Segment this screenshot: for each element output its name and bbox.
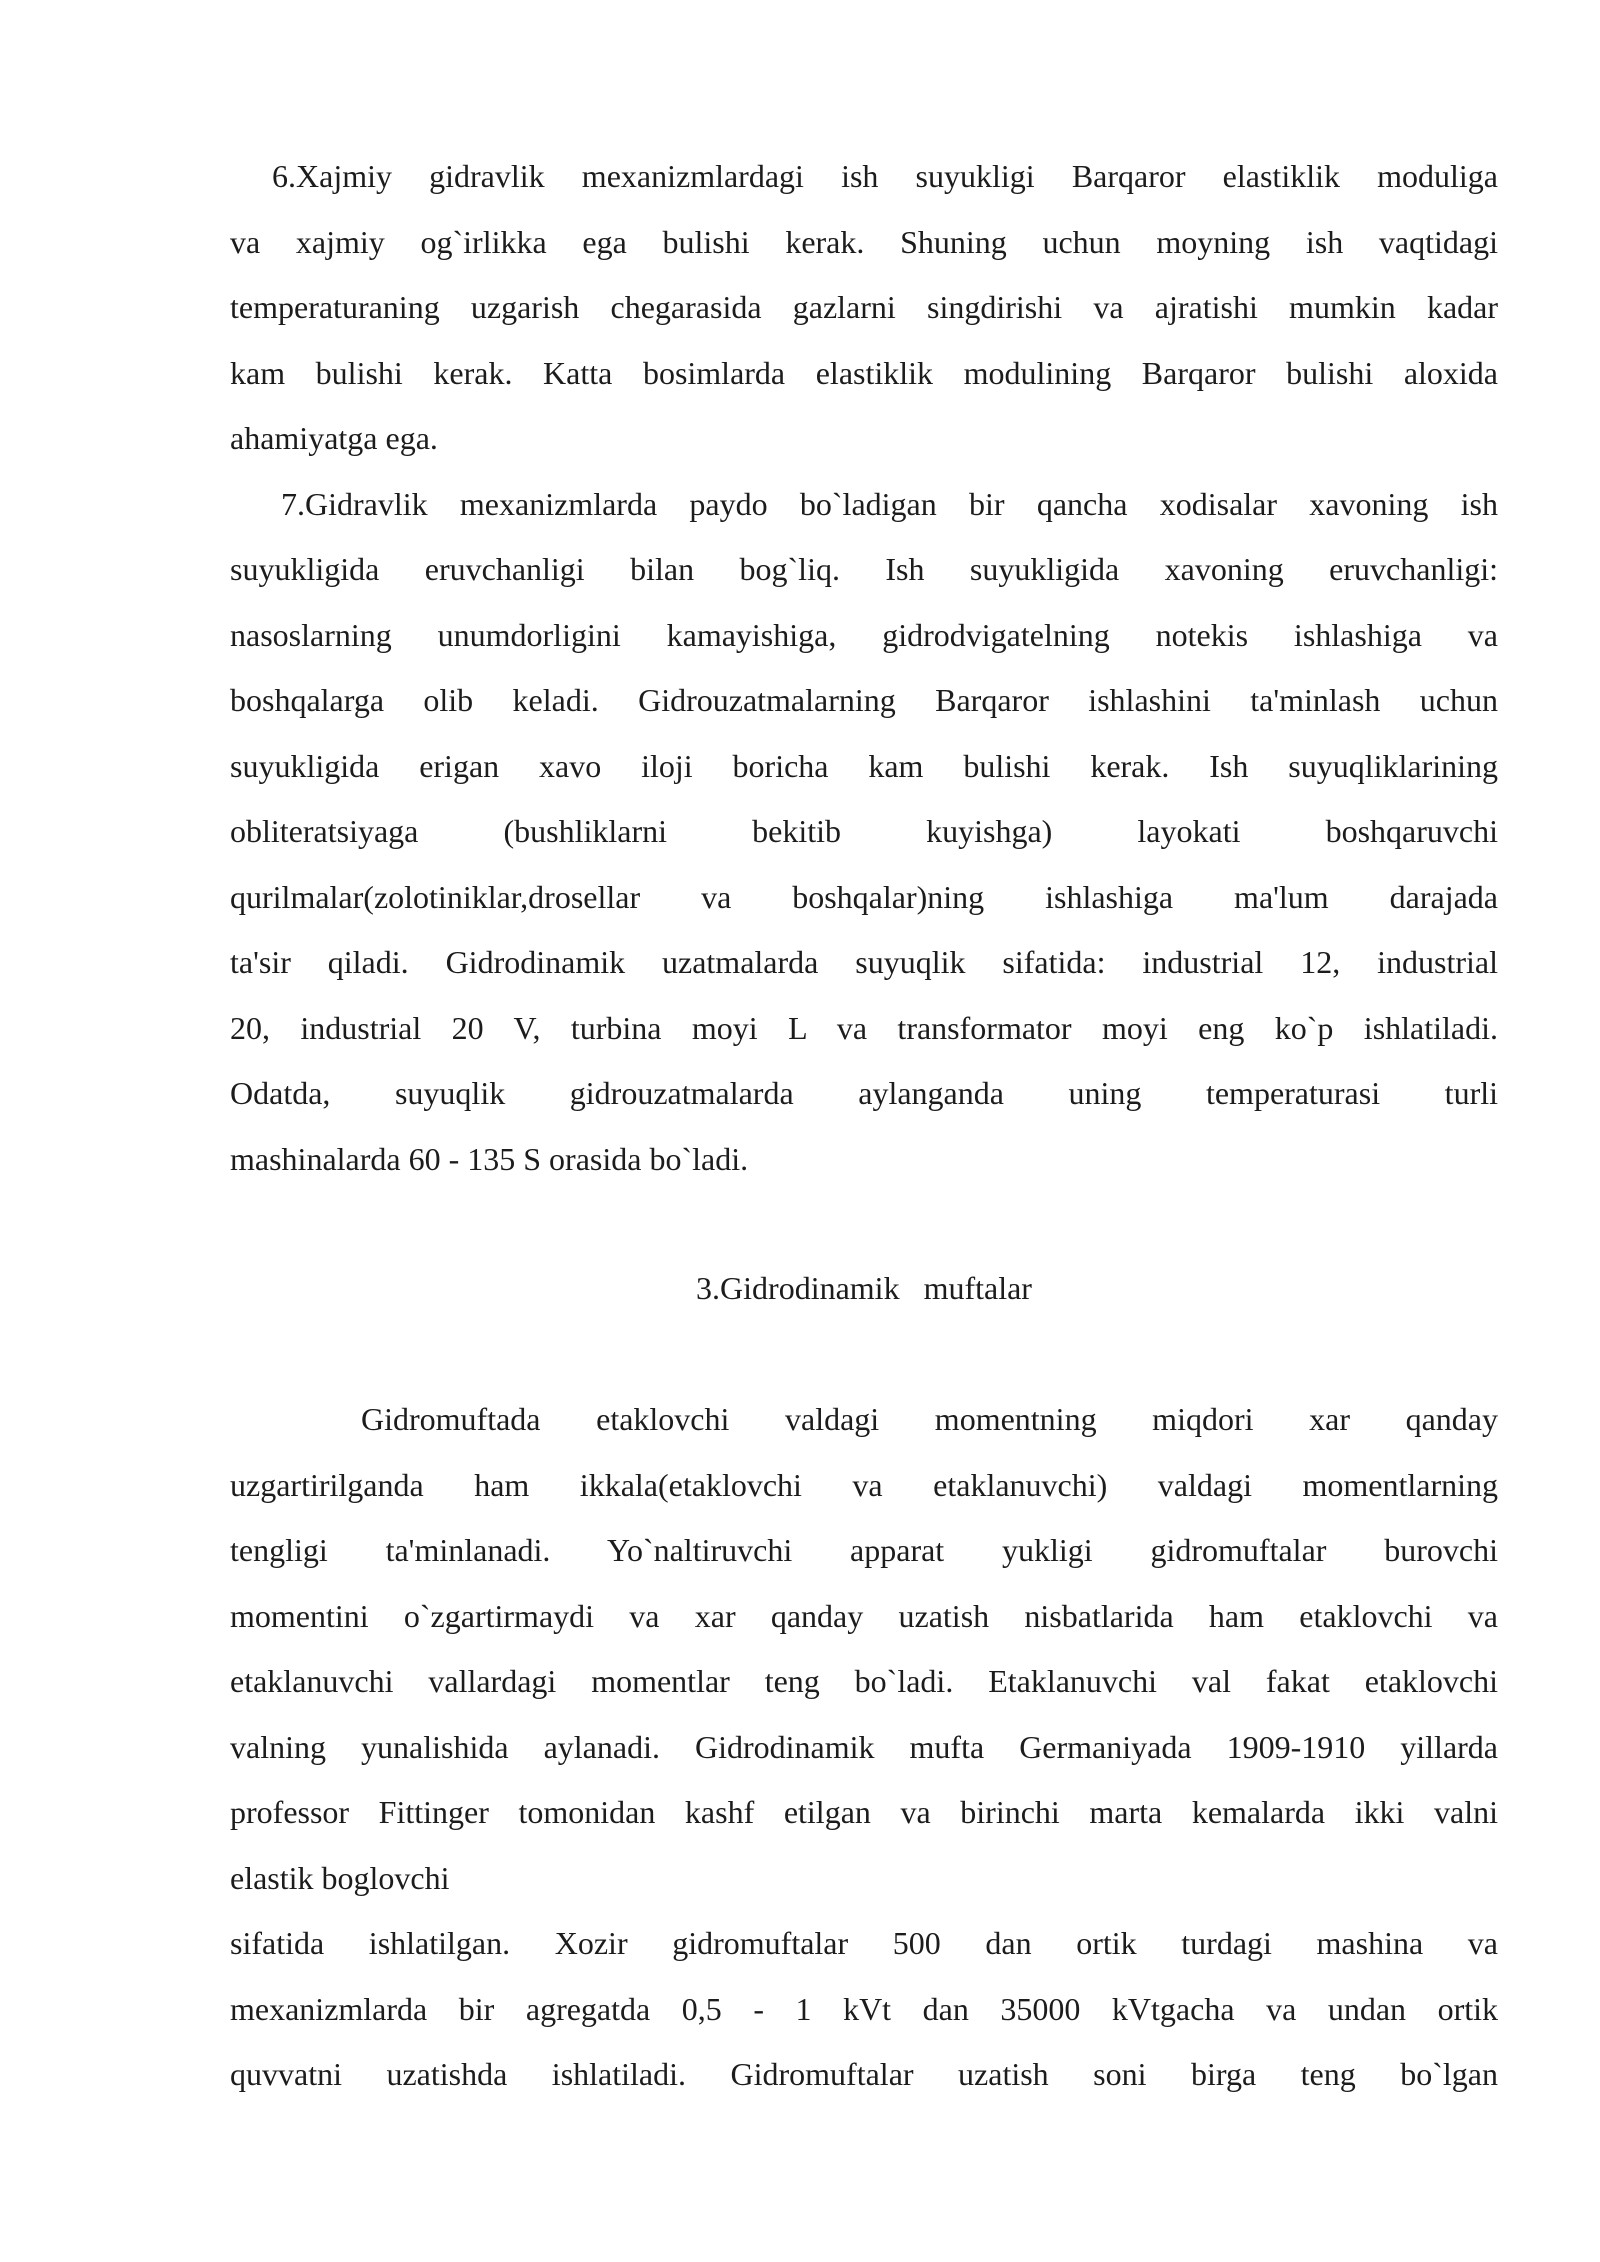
text-line: ta'sir qiladi. Gidrodinamik uzatmalarda suyuqlik sifatida: industrial 12, industrial [230, 944, 1498, 980]
text-line: 20, industrial 20 V, turbina moyi L va transformator moyi eng ko`p ishlatiladi. [230, 1009, 1498, 1046]
section-heading: 3.Gidrodinamik muftalar [696, 1270, 1032, 1306]
paragraph-6 [230, 144, 1498, 472]
text-line: Gidromuftada etaklovchi valdagi momentning miqdori xar qanday [361, 1401, 1498, 1437]
text-line: momentini o`zgartirmaydi va xar qanday uzatish nisbatlarida ham etaklovchi va [230, 1597, 1498, 1634]
text-line: kam bulishi kerak. Katta bosimlarda elastiklik modulining Barqaror bulishi aloxida [230, 354, 1498, 391]
text-line: elastik boglovchi [230, 1859, 450, 1896]
text-line: nasoslarning unumdorligini kamayishiga, gidrodvigatelning notekis ishlashiga va [230, 616, 1498, 653]
document-body [230, 144, 1498, 2108]
text-line: 6.Xajmiy gidravlik mexanizmlardagi ish suyukligi Barqaror elastiklik moduliga [272, 158, 1498, 194]
text-line: boshqalarga olib keladi. Gidrouzatmalarning Barqaror ishlashini ta'minlash uchun [230, 682, 1498, 718]
text-line: uzgartirilganda ham ikkala(etaklovchi va etaklanuvchi) valdagi momentlarning [230, 1466, 1498, 1503]
paragraph-7 [230, 472, 1498, 1193]
paragraph-gidromufta [230, 1387, 1498, 2108]
text-line: etaklanuvchi vallardagi momentlar teng bo`ladi. Etaklanuvchi val fakat etaklovchi [230, 1663, 1498, 1699]
text-line: temperaturaning uzgarish chegarasida gazlarni singdirishi va ajratishi mumkin kadar [230, 289, 1498, 325]
text-line: suyukligida erigan xavo iloji boricha kam bulishi kerak. Ish suyuqliklarining [230, 747, 1498, 784]
text-line: qurilmalar(zolotiniklar,drosellar va boshqalar)ning ishlashiga ma'lum darajada [230, 878, 1498, 915]
text-line: tengligi ta'minlanadi. Yo`naltiruvchi apparat yukligi gidromuftalar burovchi [230, 1532, 1498, 1568]
text-line: mashinalarda 60 - 135 S orasida bo`ladi. [230, 1140, 749, 1177]
text-line: obliteratsiyaga (bushliklarni bekitib kuyishga) layokati boshqaruvchi [230, 813, 1498, 849]
text-line: suyukligida eruvchanligi bilan bog`liq. Ish suyukligida xavoning eruvchanligi: [230, 551, 1498, 587]
text-line: professor Fittinger tomonidan kashf etilgan va birinchi marta kemalarda ikki valni [230, 1794, 1498, 1830]
text-line: Odatda, suyuqlik gidrouzatmalarda aylanganda uning temperaturasi turli [230, 1075, 1498, 1111]
text-line: valning yunalishida aylanadi. Gidrodinamik mufta Germaniyada 1909-1910 yillarda [230, 1728, 1498, 1765]
text-line: 7.Gidravlik mexanizmlarda paydo bo`ladigan bir qancha xodisalar xavoning ish [281, 485, 1498, 522]
text-line: mexanizmlarda bir agregatda 0,5 - 1 kVt dan 35000 kVtgacha va undan ortik [230, 1990, 1498, 2027]
text-line: ahamiyatga ega. [230, 420, 438, 456]
text-line: va xajmiy og`irlikka ega bulishi kerak. Shuning uchun moyning ish vaqtidagi [230, 223, 1498, 260]
text-line: sifatida ishlatilgan. Xozir gidromuftalar 500 dan ortik turdagi mashina va [230, 1925, 1498, 1961]
text-line: quvvatni uzatishda ishlatiladi. Gidromuftalar uzatish soni birga teng bo`lgan [230, 2056, 1498, 2092]
